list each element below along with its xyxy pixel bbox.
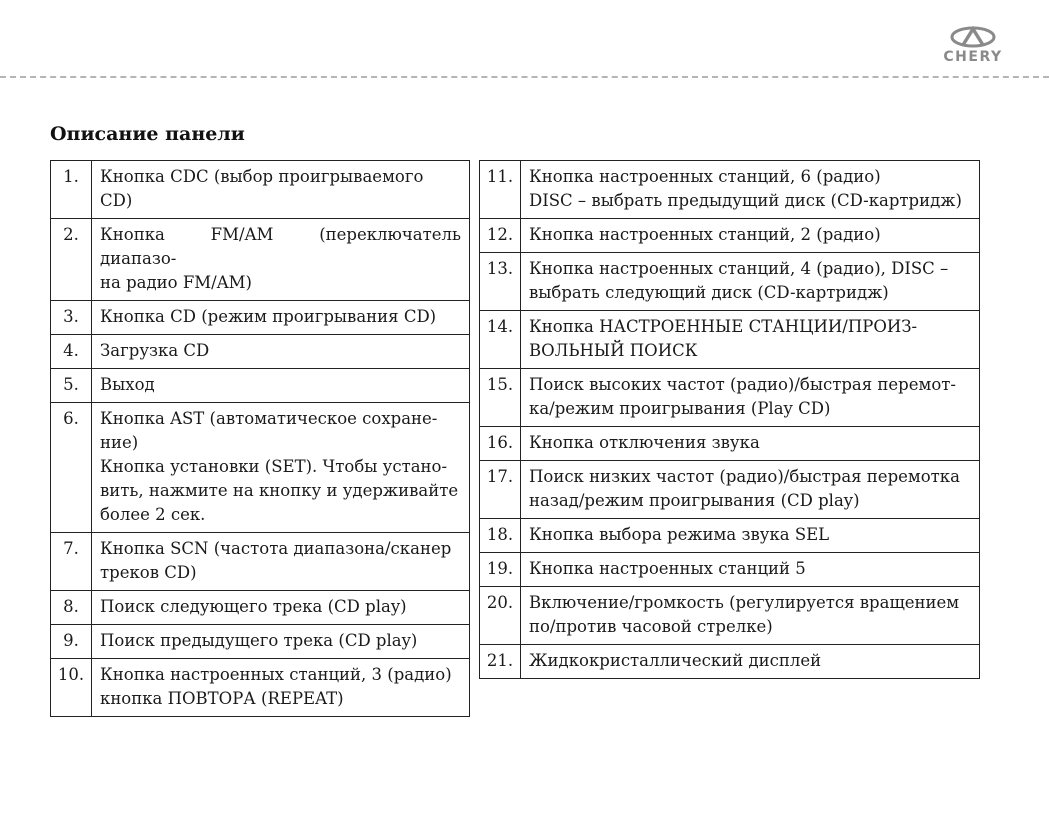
description-line: Кнопка настроенных станций, 3 (радио) bbox=[100, 665, 452, 684]
description-line: Кнопка SCN (частота диапазона/сканер bbox=[100, 539, 452, 558]
table-row bbox=[480, 161, 980, 219]
panel-description-table-right bbox=[479, 160, 980, 679]
item-number: 12. bbox=[480, 219, 521, 253]
table-row bbox=[480, 219, 980, 253]
table-row bbox=[480, 461, 980, 519]
item-number: 4. bbox=[51, 335, 92, 369]
description-line: треков CD) bbox=[100, 563, 197, 582]
table-row bbox=[51, 335, 470, 369]
description-line: назад/режим проигрывания (CD play) bbox=[529, 491, 860, 510]
description-line: Кнопка НАСТРОЕННЫЕ СТАНЦИИ/ПРОИЗ- bbox=[529, 317, 918, 336]
item-number: 10. bbox=[51, 659, 92, 717]
description-line: Кнопка CD (режим проигрывания CD) bbox=[100, 307, 437, 326]
item-number: 2. bbox=[51, 219, 92, 301]
item-number: 13. bbox=[480, 253, 521, 311]
description-line: вить, нажмите на кнопку и удерживайте bbox=[100, 481, 459, 500]
item-number: 3. bbox=[51, 301, 92, 335]
chery-logo bbox=[930, 26, 1016, 74]
table-row bbox=[480, 311, 980, 369]
item-number: 16. bbox=[480, 427, 521, 461]
item-description bbox=[92, 219, 470, 301]
table-row bbox=[51, 301, 470, 335]
item-description bbox=[521, 553, 980, 587]
chery-emblem-icon bbox=[949, 26, 997, 48]
description-line: Кнопка отключения звука bbox=[529, 433, 760, 452]
description-line: CD) bbox=[100, 191, 133, 210]
table-row bbox=[51, 161, 470, 219]
table-row bbox=[480, 645, 980, 679]
table-row bbox=[480, 587, 980, 645]
item-number: 11. bbox=[480, 161, 521, 219]
table-row bbox=[51, 591, 470, 625]
description-line: Кнопка CDC (выбор проигрываемого bbox=[100, 167, 424, 186]
description-line: Кнопка настроенных станций 5 bbox=[529, 559, 806, 578]
table-row bbox=[51, 369, 470, 403]
item-description bbox=[521, 587, 980, 645]
table-row bbox=[51, 533, 470, 591]
item-description bbox=[92, 369, 470, 403]
item-number: 6. bbox=[51, 403, 92, 533]
description-line: ние) bbox=[100, 433, 139, 452]
item-number: 5. bbox=[51, 369, 92, 403]
item-description bbox=[92, 659, 470, 717]
item-description bbox=[521, 311, 980, 369]
description-line: ВОЛЬНЫЙ ПОИСК bbox=[529, 341, 698, 360]
item-description bbox=[521, 161, 980, 219]
item-description bbox=[521, 369, 980, 427]
item-description bbox=[521, 461, 980, 519]
description-line: Кнопка выбора режима звука SEL bbox=[529, 525, 830, 544]
header-dashed-divider bbox=[0, 76, 1049, 78]
item-number: 17. bbox=[480, 461, 521, 519]
item-number: 18. bbox=[480, 519, 521, 553]
description-line: Поиск низких частот (радио)/быстрая перемотка bbox=[529, 467, 960, 486]
section-title: Описание панели bbox=[50, 123, 245, 145]
item-description bbox=[92, 591, 470, 625]
item-description bbox=[92, 161, 470, 219]
item-number: 15. bbox=[480, 369, 521, 427]
item-number: 21. bbox=[480, 645, 521, 679]
item-description bbox=[521, 519, 980, 553]
table-row bbox=[480, 553, 980, 587]
table-row bbox=[480, 427, 980, 461]
description-line: Кнопка настроенных станций, 2 (радио) bbox=[529, 225, 881, 244]
description-line: Кнопка установки (SET). Чтобы устано- bbox=[100, 457, 448, 476]
item-description bbox=[521, 645, 980, 679]
item-description bbox=[521, 427, 980, 461]
item-number: 1. bbox=[51, 161, 92, 219]
table-row bbox=[480, 369, 980, 427]
description-line: выбрать следующий диск (CD-картридж) bbox=[529, 283, 889, 302]
item-description bbox=[521, 253, 980, 311]
panel-description-table-left bbox=[50, 160, 470, 717]
description-line: Загрузка CD bbox=[100, 341, 210, 360]
item-number: 20. bbox=[480, 587, 521, 645]
item-description bbox=[92, 625, 470, 659]
table-row bbox=[51, 625, 470, 659]
description-line: по/против часовой стрелке) bbox=[529, 617, 773, 636]
table-row bbox=[51, 659, 470, 717]
brand-wordmark: CHERY bbox=[943, 49, 1003, 65]
description-line: кнопка ПОВТОРА (REPEAT) bbox=[100, 689, 344, 708]
item-number: 14. bbox=[480, 311, 521, 369]
description-line: Кнопка настроенных станций, 4 (радио), DISC – bbox=[529, 259, 949, 278]
description-line: Выход bbox=[100, 375, 155, 394]
table-row bbox=[51, 219, 470, 301]
table-row bbox=[51, 403, 470, 533]
description-line: на радио FM/AM) bbox=[100, 273, 252, 292]
description-line: Жидкокристаллический дисплей bbox=[529, 651, 822, 670]
item-number: 7. bbox=[51, 533, 92, 591]
item-description bbox=[92, 335, 470, 369]
description-line: DISC – выбрать предыдущий диск (CD-картридж) bbox=[529, 191, 962, 210]
item-description bbox=[92, 403, 470, 533]
item-description bbox=[92, 533, 470, 591]
item-description bbox=[92, 301, 470, 335]
item-number: 19. bbox=[480, 553, 521, 587]
description-line: Кнопка настроенных станций, 6 (радио) bbox=[529, 167, 881, 186]
table-row bbox=[480, 519, 980, 553]
description-line: Поиск следующего трека (CD play) bbox=[100, 597, 407, 616]
description-line: Поиск высоких частот (радио)/быстрая перемот- bbox=[529, 375, 956, 394]
item-number: 9. bbox=[51, 625, 92, 659]
description-line: Поиск предыдущего трека (CD play) bbox=[100, 631, 418, 650]
description-line: ка/режим проигрывания (Play CD) bbox=[529, 399, 831, 418]
description-line: более 2 сек. bbox=[100, 505, 206, 524]
item-description bbox=[521, 219, 980, 253]
description-line: Включение/громкость (регулируется вращением bbox=[529, 593, 960, 612]
description-line: Кнопка FM/AM (переключатель диапазо- bbox=[100, 225, 461, 268]
table-row bbox=[480, 253, 980, 311]
item-number: 8. bbox=[51, 591, 92, 625]
description-line: Кнопка AST (автоматическое сохране- bbox=[100, 409, 438, 428]
